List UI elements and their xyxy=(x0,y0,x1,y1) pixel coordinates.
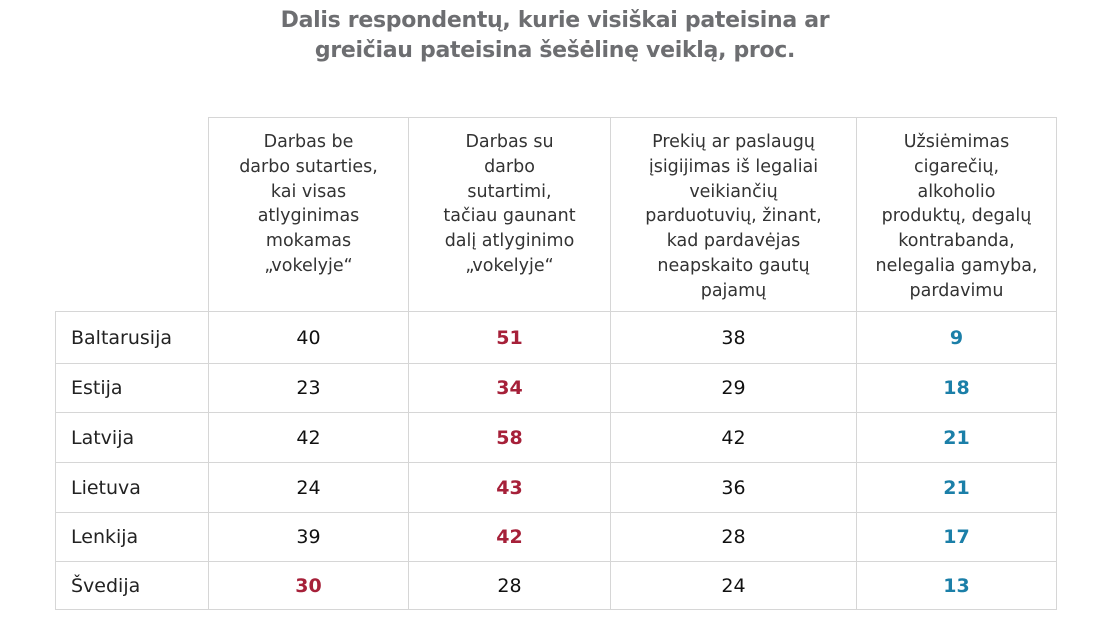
column-header-line: neapskaito gautų xyxy=(657,255,810,276)
column-header-line: cigarečių, xyxy=(913,156,1000,177)
data-value-cell: 18 xyxy=(857,364,1057,413)
table-row xyxy=(56,463,1057,513)
data-value-cell: 30 xyxy=(209,562,409,610)
column-header-line: nelegalia gamyba, xyxy=(875,255,1038,276)
data-value-cell: 39 xyxy=(209,513,409,562)
data-value-cell: 21 xyxy=(857,413,1057,463)
column-header-1 xyxy=(209,118,409,312)
data-value-cell: 9 xyxy=(857,312,1057,364)
chart-title-line-1: Dalis respondentų, kurie visiškai pateisina ar xyxy=(280,8,830,33)
column-header-line: „vokelyje“ xyxy=(465,255,554,276)
table-body xyxy=(56,312,1057,610)
row-label-country: Lietuva xyxy=(56,463,209,513)
table-row xyxy=(56,562,1057,610)
data-value-cell: 21 xyxy=(857,463,1057,513)
column-header-line: Darbas be xyxy=(263,132,354,152)
data-value-cell: 29 xyxy=(611,364,857,413)
column-header-line: Darbas su xyxy=(465,132,554,152)
data-value-cell: 24 xyxy=(611,562,857,610)
row-label-country: Lenkija xyxy=(56,513,209,562)
column-header-line: „vokelyje“ xyxy=(264,255,353,276)
column-header-line: pajamų xyxy=(700,280,767,301)
column-header-line: dalį atlyginimo xyxy=(444,231,575,252)
column-header-line: įsigijimas iš legaliai xyxy=(648,156,819,177)
column-header-line: Užsiėmimas xyxy=(903,132,1010,152)
table-row xyxy=(56,364,1057,413)
chart-title xyxy=(0,6,1110,66)
data-value-cell: 42 xyxy=(409,513,611,562)
data-value-cell: 23 xyxy=(209,364,409,413)
row-label-country: Baltarusija xyxy=(56,312,209,364)
row-label-country: Estija xyxy=(56,364,209,413)
column-header-3 xyxy=(611,118,857,312)
column-header-line: mokamas xyxy=(265,231,352,252)
column-header-line: pardavimu xyxy=(909,280,1004,301)
row-label-country: Švedija xyxy=(56,562,209,610)
column-header-2 xyxy=(409,118,611,312)
data-value-cell: 58 xyxy=(409,413,611,463)
chart-title-line-2: greičiau pateisina šešėlinę veiklą, proc. xyxy=(314,38,796,63)
data-value-cell: 43 xyxy=(409,463,611,513)
data-value-cell: 24 xyxy=(209,463,409,513)
data-value-cell: 13 xyxy=(857,562,1057,610)
data-value-cell: 42 xyxy=(209,413,409,463)
column-header-line: sutartimi, xyxy=(467,181,552,202)
data-value-cell: 34 xyxy=(409,364,611,413)
table-row xyxy=(56,312,1057,364)
data-table xyxy=(55,117,1057,610)
column-header-line: kad pardavėjas xyxy=(666,231,801,252)
data-value-cell: 28 xyxy=(409,562,611,610)
column-header-line: kontrabanda, xyxy=(898,231,1015,252)
data-value-cell: 38 xyxy=(611,312,857,364)
column-header-line: atlyginimas xyxy=(257,206,360,227)
column-header-line: tačiau gaunant xyxy=(443,206,576,227)
column-header-4 xyxy=(857,118,1057,312)
column-header-line: kai visas xyxy=(270,181,347,202)
column-header-line: darbo sutarties, xyxy=(239,156,378,177)
header-row xyxy=(56,118,1057,312)
data-value-cell: 17 xyxy=(857,513,1057,562)
data-value-cell: 36 xyxy=(611,463,857,513)
table-row xyxy=(56,413,1057,463)
row-label-country: Latvija xyxy=(56,413,209,463)
data-value-cell: 28 xyxy=(611,513,857,562)
table-row xyxy=(56,513,1057,562)
data-value-cell: 42 xyxy=(611,413,857,463)
data-value-cell: 40 xyxy=(209,312,409,364)
column-header-line: produktų, degalų xyxy=(881,206,1032,227)
column-header-line: alkoholio xyxy=(917,181,996,202)
column-header-line: veikiančių xyxy=(689,181,778,202)
column-header-line: parduotuvių, žinant, xyxy=(645,206,822,227)
data-value-cell: 51 xyxy=(409,312,611,364)
table-corner xyxy=(56,118,209,312)
column-header-line: darbo xyxy=(484,156,535,177)
column-header-line: Prekių ar paslaugų xyxy=(652,132,815,152)
